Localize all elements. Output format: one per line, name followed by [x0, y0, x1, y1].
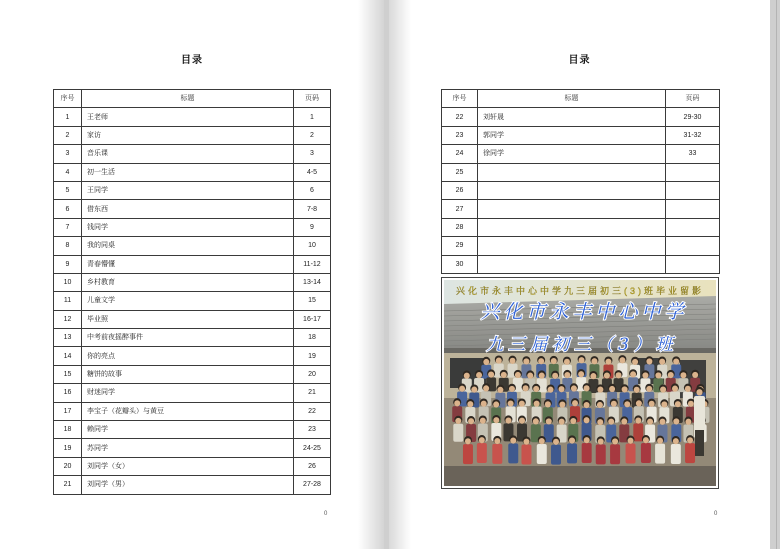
- toc-header-page: 页码: [294, 90, 331, 108]
- toc-row-title: 李宝子（花瓣头）与黄豆: [82, 402, 294, 420]
- toc-row-number: 18: [54, 421, 82, 439]
- toc-row-title: [478, 255, 666, 273]
- toc-row-page: 3: [294, 145, 331, 163]
- toc-header-row: [442, 90, 720, 108]
- toc-row-page: 22: [294, 402, 331, 420]
- toc-row: [54, 384, 331, 402]
- toc-row-number: 23: [442, 126, 478, 144]
- class-photo: [441, 277, 719, 489]
- toc-row-title: 糖饼的故事: [82, 365, 294, 383]
- toc-row-page: 24-25: [294, 439, 331, 457]
- toc-row: [442, 237, 720, 255]
- toc-row-number: 27: [442, 200, 478, 218]
- toc-row-number: 6: [54, 200, 82, 218]
- toc-row-number: 24: [442, 145, 478, 163]
- toc-row-title: 钱同学: [82, 218, 294, 236]
- toc-row-page: 1: [294, 108, 331, 126]
- toc-row-title: 赖同学: [82, 421, 294, 439]
- toc-row-title: 刘同学（女）: [82, 457, 294, 475]
- toc-row: [54, 439, 331, 457]
- toc-table: [441, 89, 720, 274]
- toc-row: [54, 237, 331, 255]
- toc-row-title: [478, 200, 666, 218]
- toc-row-number: 19: [54, 439, 82, 457]
- toc-row-number: 25: [442, 163, 478, 181]
- toc-row-page: 6: [294, 181, 331, 199]
- toc-row-number: 22: [442, 108, 478, 126]
- toc-row: [442, 126, 720, 144]
- toc-header-number: 序号: [442, 90, 478, 108]
- toc-row-page: 4-5: [294, 163, 331, 181]
- toc-row-page: [666, 163, 720, 181]
- toc-row-page: 7-8: [294, 200, 331, 218]
- toc-row: [54, 273, 331, 291]
- toc-row-page: 27-28: [294, 476, 331, 494]
- toc-row-page: 16-17: [294, 310, 331, 328]
- toc-row: [54, 292, 331, 310]
- page-number: 0: [324, 511, 328, 517]
- toc-row: [442, 108, 720, 126]
- toc-row-title: 中考前夜摇醉事件: [82, 329, 294, 347]
- toc-row-number: 9: [54, 255, 82, 273]
- toc-header-page: 页码: [666, 90, 720, 108]
- toc-row-title: [478, 163, 666, 181]
- toc-row-title: 青春懵懂: [82, 255, 294, 273]
- toc-row-title: 财迷同学: [82, 384, 294, 402]
- page-title: 目录: [568, 55, 591, 66]
- toc-row-title: 乡村教育: [82, 273, 294, 291]
- page-number: 0: [714, 511, 718, 517]
- toc-row-page: 31-32: [666, 126, 720, 144]
- toc-row: [442, 163, 720, 181]
- toc-row-page: 11-12: [294, 255, 331, 273]
- toc-row-title: 音乐课: [82, 145, 294, 163]
- toc-row: [54, 218, 331, 236]
- toc-row-title: [478, 237, 666, 255]
- toc-row-number: 10: [54, 273, 82, 291]
- toc-row: [54, 402, 331, 420]
- toc-row: [442, 218, 720, 236]
- toc-row-page: 33: [666, 145, 720, 163]
- toc-row-page: 21: [294, 384, 331, 402]
- toc-row-number: 30: [442, 255, 478, 273]
- toc-row: [54, 126, 331, 144]
- toc-row-title: 徐同学: [478, 145, 666, 163]
- toc-row-number: 21: [54, 476, 82, 494]
- toc-row-title: 借东西: [82, 200, 294, 218]
- toc-row-page: 9: [294, 218, 331, 236]
- toc-row: [54, 145, 331, 163]
- toc-row: [54, 255, 331, 273]
- photo-caption-line1: 兴化市永丰中心中学: [480, 301, 688, 323]
- page-title: 目录: [181, 55, 203, 66]
- toc-row-page: 19: [294, 347, 331, 365]
- spine-shadow: [358, 0, 384, 549]
- toc-row-title: 你的亮点: [82, 347, 294, 365]
- toc-row: [442, 181, 720, 199]
- toc-row-title: 我的同桌: [82, 237, 294, 255]
- toc-row: [54, 476, 331, 494]
- toc-row-number: 5: [54, 181, 82, 199]
- photo-caption-line2: 九三届初三（3）班: [486, 335, 678, 355]
- toc-row-number: 26: [442, 181, 478, 199]
- toc-header-title: 标题: [478, 90, 666, 108]
- toc-row: [54, 329, 331, 347]
- toc-row: [442, 255, 720, 273]
- toc-row-title: [478, 181, 666, 199]
- toc-row-page: 26: [294, 457, 331, 475]
- toc-row-number: 11: [54, 292, 82, 310]
- toc-row-number: 29: [442, 237, 478, 255]
- toc-row-number: 2: [54, 126, 82, 144]
- toc-row-page: 29-30: [666, 108, 720, 126]
- toc-row: [54, 310, 331, 328]
- toc-row-page: 13-14: [294, 273, 331, 291]
- toc-header-row: [54, 90, 331, 108]
- class-photo-image: [444, 280, 716, 486]
- toc-row: [54, 457, 331, 475]
- toc-row-page: 10: [294, 237, 331, 255]
- photo-banner-text: 兴化市永丰中心中学九三届初三(3)班毕业留影: [455, 286, 705, 296]
- toc-row-number: 7: [54, 218, 82, 236]
- toc-row-page: 23: [294, 421, 331, 439]
- toc-row-number: 14: [54, 347, 82, 365]
- toc-row-page: 20: [294, 365, 331, 383]
- toc-row: [54, 108, 331, 126]
- toc-row-page: 15: [294, 292, 331, 310]
- toc-row-number: 8: [54, 237, 82, 255]
- toc-table: [53, 89, 331, 495]
- toc-row-title: [478, 218, 666, 236]
- toc-header-number: 序号: [54, 90, 82, 108]
- toc-row-title: 初一生活: [82, 163, 294, 181]
- toc-row-title: 毕业照: [82, 310, 294, 328]
- toc-row: [54, 200, 331, 218]
- viewer-edge: [776, 0, 777, 549]
- toc-row-title: 苏同学: [82, 439, 294, 457]
- toc-row: [54, 181, 331, 199]
- toc-row-page: [666, 200, 720, 218]
- toc-row: [54, 347, 331, 365]
- toc-row-title: 王同学: [82, 181, 294, 199]
- toc-row: [54, 421, 331, 439]
- toc-row-title: 郭同学: [478, 126, 666, 144]
- toc-row-title: 王老师: [82, 108, 294, 126]
- toc-row: [442, 145, 720, 163]
- toc-row-number: 20: [54, 457, 82, 475]
- toc-row: [442, 200, 720, 218]
- toc-row-page: [666, 237, 720, 255]
- toc-row-page: [666, 218, 720, 236]
- toc-row-number: 17: [54, 402, 82, 420]
- toc-row-title: 儿童文学: [82, 292, 294, 310]
- spine-shadow: [389, 0, 411, 549]
- toc-row-number: 15: [54, 365, 82, 383]
- toc-row-page: [666, 181, 720, 199]
- toc-row-number: 4: [54, 163, 82, 181]
- toc-header-title: 标题: [82, 90, 294, 108]
- toc-row-title: 刘轩晟: [478, 108, 666, 126]
- left-page: [0, 0, 384, 549]
- toc-row-page: [666, 255, 720, 273]
- toc-row-title: 刘同学（男）: [82, 476, 294, 494]
- toc-row-number: 1: [54, 108, 82, 126]
- toc-row-number: 28: [442, 218, 478, 236]
- toc-row-number: 12: [54, 310, 82, 328]
- toc-row-number: 13: [54, 329, 82, 347]
- right-page: [389, 0, 770, 549]
- toc-row-page: 18: [294, 329, 331, 347]
- toc-row-number: 3: [54, 145, 82, 163]
- toc-row: [54, 163, 331, 181]
- toc-row-title: 家访: [82, 126, 294, 144]
- toc-row: [54, 365, 331, 383]
- toc-row-number: 16: [54, 384, 82, 402]
- toc-row-page: 2: [294, 126, 331, 144]
